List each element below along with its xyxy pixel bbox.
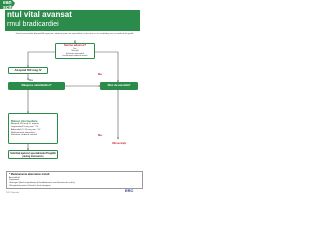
- arrow-yes: [28, 52, 58, 67]
- adverse-sign-1: Șoc: [73, 47, 77, 50]
- risk-question: Risc de asistolă?: [107, 83, 131, 88]
- brand-line1: ean: [3, 0, 12, 6]
- risk-question-box: [100, 82, 138, 90]
- footnote-item-1: Aminofilină: [9, 176, 20, 179]
- adverse-sign-3: Ischemie miocardică: [65, 52, 85, 55]
- page-subtitle: rmul bradicardiei: [7, 21, 59, 28]
- footnote-item-2: Dopamină: [9, 179, 19, 182]
- measures-box: [8, 113, 58, 144]
- transvenous-box: [8, 150, 58, 159]
- adverse-sign-2: Sincopă: [71, 50, 79, 53]
- risk-no-label: Nu: [98, 133, 102, 137]
- transvenous-text: Solicitați ajutorul specialistului Pregătiți pacing transvenos: [10, 151, 56, 158]
- measure-1: Atropină 500 mcg IV, repetat: [11, 123, 39, 126]
- brand-line2: scitation: [3, 5, 24, 11]
- response-question: Răspuns satisfăcător?: [21, 83, 52, 88]
- footnote-item-3: Glucagon (dacă supradozaj de betablocante sau blocante de calciu): [9, 182, 75, 185]
- atropine-box: [8, 67, 48, 74]
- measures-title: Măsuri intermediare: [11, 118, 38, 123]
- adverse-sign-4: Insuficiență cardiacă severă: [62, 55, 88, 58]
- adverse-signs-title: Semne adverse?: [63, 43, 87, 48]
- yes-label: Da: [29, 78, 33, 82]
- measure-2: Izoprenalină 5 mcg min⁻¹ IV: [11, 126, 39, 129]
- footnote-item-4: Glicopirolat poate fi folosit în locul atropinei: [9, 185, 51, 188]
- response-question-box: [8, 82, 65, 90]
- measure-4: Medicamente alternative*: [11, 131, 36, 134]
- observe-text: Observați: [112, 141, 126, 146]
- measure-5: Stimulare cardiacă externă: [11, 134, 38, 137]
- measure-3: Adrenalină 2–10 mcg min⁻¹ IV: [11, 128, 41, 131]
- date-text: 2021 Ghidurile: [6, 192, 20, 194]
- observe-box: [104, 140, 134, 148]
- no-label: Nu: [98, 72, 102, 76]
- arrow-no: [92, 52, 118, 82]
- atropine-text: Atropină 500 mcg IV: [14, 67, 42, 72]
- intro-text: Dacă este imediat disponibilă expertiza, obțineți ajutor de specialitate și discutați cu un cardiolog sau cu medicul de gardă: [15, 33, 134, 35]
- adverse-signs-box: [55, 43, 95, 59]
- footnote-title: * Medicamente alternative includ:: [9, 173, 51, 176]
- erc-logo: ERC: [125, 188, 134, 193]
- footnote-box: [6, 171, 143, 189]
- flow-connectors: [0, 0, 149, 198]
- page-title: ntul vital avansat: [7, 10, 72, 19]
